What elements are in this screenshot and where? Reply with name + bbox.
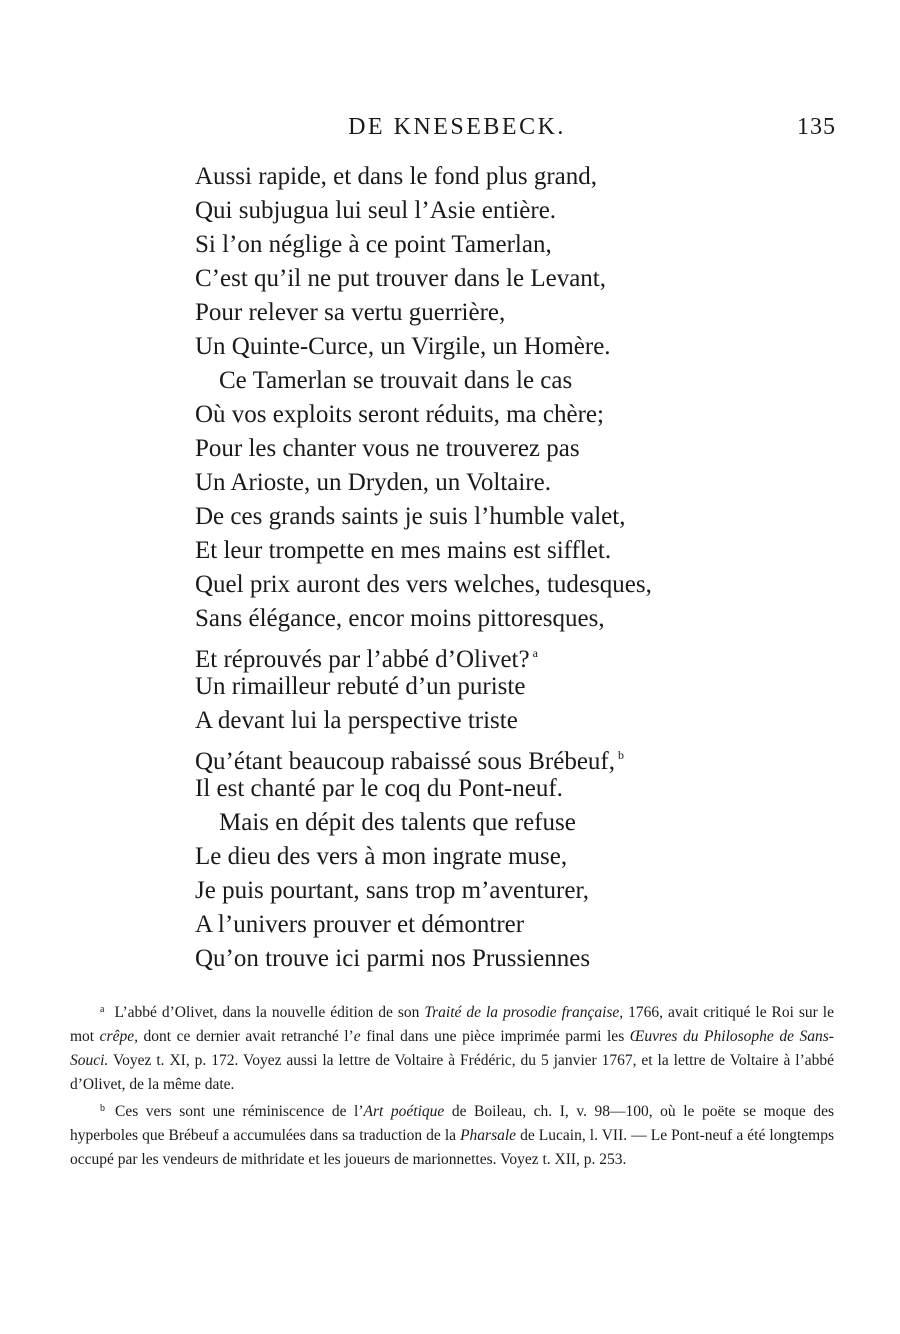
- poem-line: [195, 704, 755, 738]
- poem-line-text: Qu’on trouve ici parmi nos Prussiennes: [195, 945, 591, 972]
- poem-line: [195, 840, 755, 874]
- poem-line: [195, 194, 755, 228]
- poem-line: [195, 806, 755, 840]
- poem-line: [195, 398, 755, 432]
- footnote-title-italic: Œuvres du Philosophe de Sans-Souci.: [70, 1028, 834, 1069]
- poem-line-text: Qui subjugua lui seul l’Asie entière.: [195, 197, 557, 224]
- poem-line: [195, 228, 755, 262]
- footnote-text: dont ce dernier avait retranché l’: [137, 1028, 354, 1045]
- poem-line-text: Si l’on néglige à ce point Tamerlan,: [195, 231, 552, 258]
- footnote-letter-italic: e: [353, 1028, 361, 1045]
- poem-line: [195, 738, 755, 775]
- footnote-word-italic: crêpe,: [99, 1028, 138, 1045]
- poem: [195, 160, 755, 976]
- poem-line-text: Ce Tamerlan se trouvait dans le cas: [219, 367, 573, 394]
- footnote-reference: a: [532, 646, 538, 660]
- footnote-marker: b: [100, 1103, 105, 1114]
- poem-line: [195, 942, 755, 976]
- poem-line: [195, 262, 755, 296]
- footnote-text: 1766, avait critiqué le Roi sur le mot: [70, 1004, 834, 1045]
- poem-line-text: Sans élégance, encor moins pittoresques,: [195, 605, 605, 632]
- poem-line-text: Un Quinte-Curce, un Virgile, un Homère.: [195, 333, 611, 360]
- poem-line: [195, 534, 755, 568]
- poem-line-text: Un rimailleur rebuté d’un puriste: [195, 673, 526, 700]
- poem-line-text: Et leur trompette en mes mains est sifflet.: [195, 537, 612, 564]
- running-head: [0, 114, 900, 146]
- poem-line: [195, 602, 755, 636]
- poem-line-text: Où vos exploits seront réduits, ma chère;: [195, 401, 604, 428]
- poem-line: [195, 432, 755, 466]
- poem-line-text: Le dieu des vers à mon ingrate muse,: [195, 843, 568, 870]
- poem-line-text: A l’univers prouver et démontrer: [195, 911, 525, 938]
- poem-line: [195, 466, 755, 500]
- footnote-text: final dans une pièce imprimée parmi les: [360, 1028, 630, 1045]
- footnote-title-italic: Art poétique: [363, 1103, 445, 1120]
- poem-line-text: Qu’étant beaucoup rabaissé sous Brébeuf,: [195, 748, 615, 775]
- poem-line-text: Pour les chanter vous ne trouverez pas: [195, 435, 580, 462]
- poem-line: [195, 160, 755, 194]
- footnote-reference: b: [618, 748, 624, 762]
- footnotes: [70, 998, 834, 1172]
- poem-line: [195, 568, 755, 602]
- footnote-a: [70, 998, 834, 1097]
- footnote-b: [70, 1097, 834, 1172]
- footnote-text: Ces vers sont une réminiscence de l’: [115, 1103, 364, 1120]
- poem-line-text: A devant lui la perspective triste: [195, 707, 518, 734]
- poem-line-text: De ces grands saints je suis l’humble valet,: [195, 503, 626, 530]
- poem-line-text: Je puis pourtant, sans trop m’aventurer,: [195, 877, 590, 904]
- poem-line-text: Mais en dépit des talents que refuse: [219, 809, 576, 836]
- poem-line: [195, 908, 755, 942]
- footnote-marker: a: [100, 1004, 105, 1015]
- poem-line-text: C’est qu’il ne put trouver dans le Levant,: [195, 265, 606, 292]
- footnote-title-italic: Traité de la prosodie française,: [424, 1004, 624, 1021]
- poem-line: [195, 330, 755, 364]
- poem-line-text: Et réprouvés par l’abbé d’Olivet?: [195, 646, 530, 673]
- poem-line-text: Il est chanté par le coq du Pont-neuf.: [195, 775, 563, 802]
- poem-line-text: Aussi rapide, et dans le fond plus grand,: [195, 163, 598, 190]
- poem-line: [195, 636, 755, 673]
- poem-line-text: Un Arioste, un Dryden, un Voltaire.: [195, 469, 551, 496]
- poem-line-text: Quel prix auront des vers welches, tudesques,: [195, 571, 652, 598]
- poem-line-text: Pour relever sa vertu guerrière,: [195, 299, 506, 326]
- footnote-text: L’abbé d’Olivet, dans la nouvelle édition de son: [114, 1004, 425, 1021]
- footnote-title-italic: Pharsale: [460, 1127, 517, 1144]
- poem-line: [195, 874, 755, 908]
- poem-line: [195, 500, 755, 534]
- running-title: DE KNESEBECK.: [348, 114, 566, 140]
- poem-line: [195, 296, 755, 330]
- footnote-text: de Boileau, ch. I, v. 98—100, où le poëte se moque des hyperboles que Brébeuf a accumulées dans sa traduction de la: [70, 1103, 834, 1144]
- page-number: 135: [797, 114, 836, 140]
- footnote-text: Voyez t. XI, p. 172. Voyez aussi la lettre de Voltaire à Frédéric, du 5 janvier 1767, et la lettre de Voltaire à l’abbé d’Olivet, de la même date.: [70, 1052, 834, 1093]
- poem-line: [195, 772, 755, 806]
- poem-line: [195, 670, 755, 704]
- footnote-text: de Lucain, l. VII. — Le Pont-neuf a été longtemps occupé par les vendeurs de mithridate et les joueurs de marionnettes. Voyez t. XII, p. 253.: [70, 1127, 834, 1168]
- poem-line: [195, 364, 755, 398]
